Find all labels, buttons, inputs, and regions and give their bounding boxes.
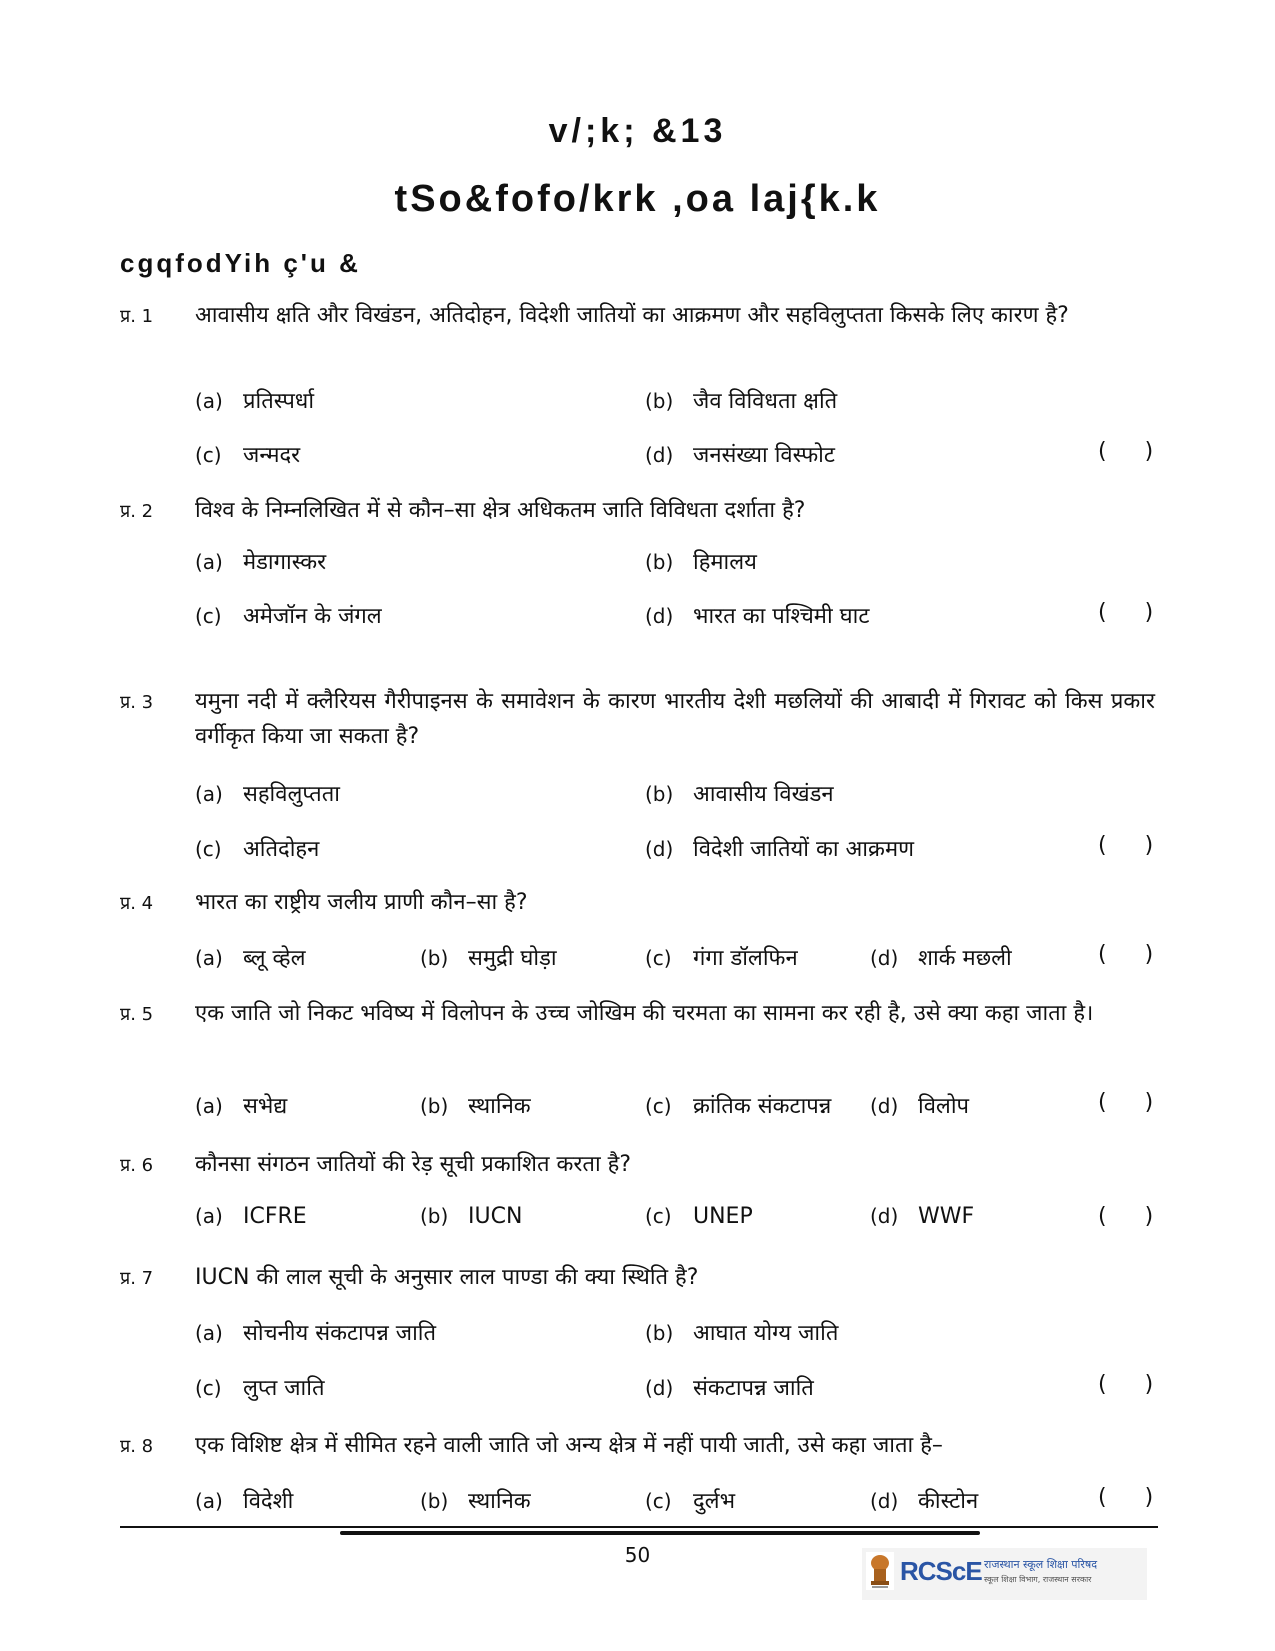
option-a: [195, 942, 306, 972]
option-b: [420, 1485, 531, 1515]
question-7: [0, 1260, 1275, 1320]
option-c: [645, 942, 798, 972]
option-text: अमेजॉन के जंगल: [243, 604, 382, 629]
option-label: (a): [195, 1204, 223, 1228]
option-label: (c): [195, 604, 222, 628]
option-text: जनसंख्या विस्फोट: [693, 443, 835, 468]
option-label: (d): [645, 443, 674, 467]
question-text: विश्व के निम्नलिखित में से कौन–सा क्षेत्र अधिकतम जाति विविधता दर्शाता है?: [195, 498, 806, 523]
option-text: लुप्त जाति: [243, 1376, 325, 1401]
option-label: (a): [195, 782, 223, 806]
answer-bracket: ( ): [1098, 439, 1154, 464]
option-text: गंगा डॉलफिन: [693, 946, 798, 971]
option-b: [645, 778, 834, 808]
option-text: जैव विविधता क्षति: [693, 389, 838, 414]
option-label: (a): [195, 550, 223, 574]
chapter-title: tSo&fofo/krk ,oa laj{k.k: [394, 178, 881, 220]
answer-bracket: ( ): [1098, 600, 1154, 625]
option-a: [195, 385, 314, 415]
option-c: [195, 600, 382, 630]
question-number: प्र. 5: [120, 1004, 154, 1025]
option-text: कीस्टोन: [918, 1489, 979, 1514]
option-a: [195, 1204, 307, 1229]
option-d: [870, 1485, 978, 1515]
option-text: स्थानिक: [468, 1094, 531, 1119]
option-label: (d): [645, 1376, 674, 1400]
answer-bracket: ( ): [1098, 1372, 1154, 1397]
question-1: [0, 298, 1275, 358]
chapter-number: v/;k; &13: [548, 112, 727, 150]
option-label: (c): [195, 837, 222, 861]
page-number: 50: [624, 1543, 651, 1567]
option-d: [645, 439, 835, 469]
option-label: (b): [645, 389, 674, 413]
answer-bracket: ( ): [1098, 1485, 1154, 1510]
question-number: प्र. 1: [120, 306, 154, 327]
option-text: WWF: [918, 1204, 975, 1229]
rcsce-logo: [862, 1548, 1147, 1600]
logo-text: RCScE: [900, 1556, 982, 1586]
footer-rule-thick: [340, 1531, 980, 1535]
option-b: [645, 1317, 838, 1347]
question-text: यमुना नदी में क्लैरियस गैरीपाइनस के समावेशन के कारण भारतीय देशी मछलियों की आबादी में गिरावट को किस प्रकार वर्गीकृत किया जा सकता है?: [195, 689, 1155, 749]
answer-bracket: ( ): [1098, 833, 1154, 858]
option-label: (c): [195, 1376, 222, 1400]
option-text: शार्क मछली: [918, 946, 1012, 971]
option-label: (b): [645, 782, 674, 806]
question-6: [0, 1147, 1275, 1207]
question-5: [0, 996, 1275, 1056]
option-label: (c): [645, 946, 672, 970]
question-number: प्र. 2: [120, 501, 154, 522]
option-label: (c): [195, 443, 222, 467]
option-label: (c): [645, 1489, 672, 1513]
option-label: (b): [645, 550, 674, 574]
option-a: [195, 1317, 436, 1347]
question-number: प्र. 3: [120, 692, 154, 713]
option-text: UNEP: [693, 1204, 753, 1229]
question-text: कौनसा संगठन जातियों की रेड़ सूची प्रकाशित करता है?: [195, 1152, 631, 1177]
option-c: [195, 439, 300, 469]
option-label: (d): [645, 604, 674, 628]
option-label: (b): [420, 946, 449, 970]
option-label: (b): [420, 1204, 449, 1228]
option-c: [195, 833, 319, 863]
option-text: सोचनीय संकटापन्न जाति: [243, 1321, 437, 1346]
option-text: प्रतिस्पर्धा: [243, 389, 315, 414]
option-d: [645, 833, 914, 863]
option-d: [870, 942, 1012, 972]
question-3: [0, 684, 1275, 749]
question-4: [0, 885, 1275, 945]
option-text: अतिदोहन: [243, 837, 320, 862]
option-c: [195, 1372, 325, 1402]
option-a: [195, 546, 326, 576]
logo-subtitle: राजस्थान स्कूल शिक्षा परिषद: [984, 1558, 1098, 1571]
option-d: [645, 600, 869, 630]
option-label: (b): [645, 1321, 674, 1345]
option-label: (d): [870, 1489, 899, 1513]
section-title: cgqfodYih ç'u &: [120, 248, 361, 278]
option-label: (c): [645, 1094, 672, 1118]
option-label: (d): [645, 837, 674, 861]
option-text: आवासीय विखंडन: [693, 782, 834, 807]
option-text: सभेद्य: [243, 1094, 288, 1119]
question-number: प्र. 4: [120, 893, 154, 914]
option-d: [645, 1372, 814, 1402]
option-b: [420, 1204, 522, 1229]
answer-bracket: ( ): [1098, 1090, 1154, 1115]
option-text: विलोप: [918, 1094, 970, 1119]
question-2: [0, 493, 1275, 553]
answer-bracket: ( ): [1098, 1204, 1154, 1229]
answer-bracket: ( ): [1098, 942, 1154, 967]
question-8: [0, 1428, 1275, 1488]
option-label: (d): [870, 1204, 899, 1228]
option-label: (a): [195, 946, 223, 970]
option-text: IUCN: [468, 1204, 523, 1229]
option-b: [645, 546, 757, 576]
option-a: [195, 778, 340, 808]
question-text: IUCN की लाल सूची के अनुसार लाल पाण्डा की क्या स्थिति है?: [195, 1265, 699, 1290]
question-number: प्र. 6: [120, 1155, 154, 1176]
option-a: [195, 1485, 293, 1515]
option-text: ब्लू व्हेल: [243, 946, 306, 971]
option-label: (a): [195, 1489, 223, 1513]
option-c: [645, 1090, 831, 1120]
option-label: (d): [870, 946, 899, 970]
option-c: [645, 1204, 753, 1229]
question-text: एक विशिष्ट क्षेत्र में सीमित रहने वाली जाति जो अन्य क्षेत्र में नहीं पायी जाती, उसे कहा जाता है–: [195, 1433, 943, 1458]
option-b: [645, 385, 837, 415]
option-a: [195, 1090, 287, 1120]
option-d: [870, 1090, 969, 1120]
question-number: प्र. 8: [120, 1436, 154, 1457]
option-b: [420, 942, 557, 972]
footer-rule: [120, 1526, 1158, 1528]
option-label: (a): [195, 1321, 223, 1345]
option-text: भारत का पश्चिमी घाट: [693, 604, 870, 629]
option-text: विदेशी: [243, 1489, 294, 1514]
question-text: एक जाति जो निकट भविष्य में विलोपन के उच्च जोखिम की चरमता का सामना कर रही है, उसे क्या कहा जाता है।: [195, 1001, 1094, 1026]
option-text: जन्मदर: [243, 443, 301, 468]
option-text: हिमालय: [693, 550, 757, 575]
option-label: (a): [195, 1094, 223, 1118]
option-text: क्रांतिक संकटापन्न: [693, 1094, 832, 1119]
question-text: आवासीय क्षति और विखंडन, अतिदोहन, विदेशी जातियों का आक्रमण और सहविलुप्तता किसके लिए कारण है?: [195, 303, 1069, 328]
emblem-icon: [866, 1552, 894, 1590]
option-label: (c): [645, 1204, 672, 1228]
option-b: [420, 1090, 531, 1120]
option-text: ICFRE: [243, 1204, 307, 1229]
option-text: सहविलुप्तता: [243, 782, 340, 807]
option-text: मेडागास्कर: [243, 550, 327, 575]
question-text: भारत का राष्ट्रीय जलीय प्राणी कौन–सा है?: [195, 890, 528, 915]
option-label: (b): [420, 1489, 449, 1513]
option-text: दुर्लभ: [693, 1489, 736, 1514]
option-text: विदेशी जातियों का आक्रमण: [693, 837, 915, 862]
option-text: स्थानिक: [468, 1489, 531, 1514]
option-d: [870, 1204, 974, 1229]
question-number: प्र. 7: [120, 1268, 154, 1289]
option-c: [645, 1485, 735, 1515]
option-label: (d): [870, 1094, 899, 1118]
option-text: संकटापन्न जाति: [693, 1376, 814, 1401]
logo-tagline: स्कूल शिक्षा विभाग, राजस्थान सरकार: [984, 1575, 1092, 1584]
option-label: (b): [420, 1094, 449, 1118]
option-label: (a): [195, 389, 223, 413]
option-text: आघात योग्य जाति: [693, 1321, 839, 1346]
option-text: समुद्री घोड़ा: [468, 946, 557, 971]
